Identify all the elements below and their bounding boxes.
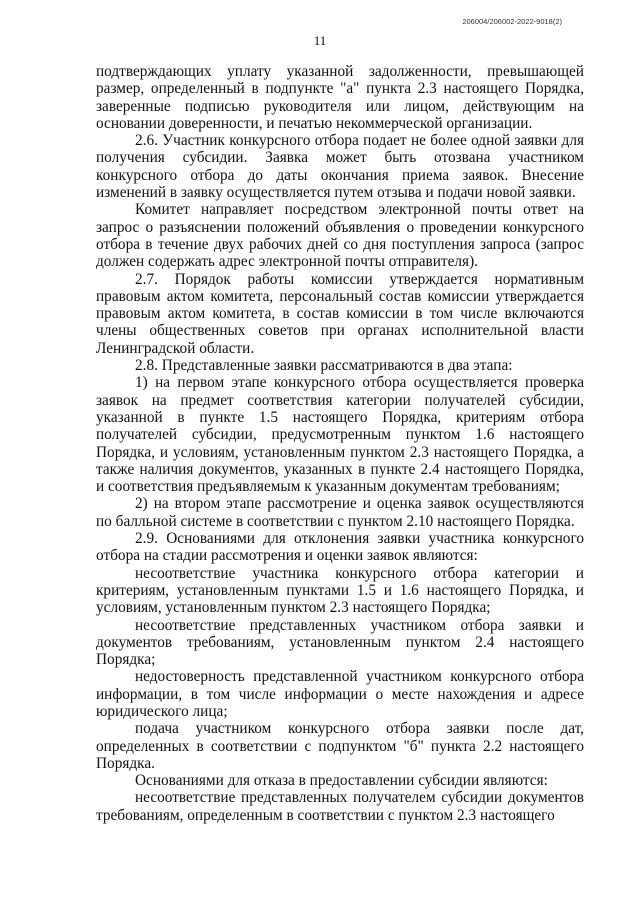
paragraph: Комитет направляет посредством электронной почты ответ на запрос о разъяснении положений объявления о проведении конкурсного отбора в течение двух рабочих дней со дня поступления запроса (запрос должен содержать адрес электронной почты отправителя). — [96, 201, 584, 271]
paragraph: 2.9. Основаниями для отклонения заявки участника конкурсного отбора на стадии рассмотрения и оценки заявок являются: — [96, 530, 584, 565]
paragraph: несоответствие представленных участником отбора заявки и документов требованиям, установленным пунктом 2.4 настоящего Порядка; — [96, 616, 584, 669]
paragraph: недостоверность представленной участником конкурсного отбора информации, в том числе информации о месте нахождения и адресе юридического лица; — [96, 668, 584, 720]
page-number: 11 — [313, 33, 327, 48]
document-code: 206004/206002-2022-9018(2) — [462, 17, 562, 26]
paragraph: несоответствие представленных получателем субсидии документов требованиям, определенным в соответствии с пунктом 2.3 настоящего — [96, 789, 584, 824]
paragraph: 2.7. Порядок работы комиссии утверждается нормативным правовым актом комитета, персональный состав комиссии утверждается правовым актом комитета, в состав комиссии в том числе включаются члены общественных советов при органах исполнительной власти Ленинградской области. — [96, 270, 584, 357]
document-body — [96, 63, 584, 824]
paragraph: 2.8. Представленные заявки рассматриваются в два этапа: — [135, 357, 513, 375]
paragraph: подача участником конкурсного отбора заявки после дат, определенных в соответствии с подпунктом "б" пункта 2.2 настоящего Порядка. — [96, 720, 584, 772]
paragraph: 2.6. Участник конкурсного отбора подает не более одной заявки для получения субсидии. Заявка может быть отозвана участником конкурсного отбора до даты окончания приема заявок. Внесение изменений в заявку осуществляется путем отзыва и подачи новой заявки. — [96, 132, 584, 202]
paragraph: Основаниями для отказа в предоставлении субсидии являются: — [135, 772, 548, 790]
paragraph: подтверждающих уплату указанной задолженности, превышающей размер, определенный в подпункте "а" пункта 2.3 настоящего Порядка, заверенные подписью руководителя или лицом, действующим на основании доверенности, и печатью некоммерческой организации. — [96, 63, 584, 132]
paragraph: несоответствие участника конкурсного отбора категории и критериям, установленным пунктами 1.5 и 1.6 настоящего Порядка, и условиям, установленным пунктом 2.3 настоящего Порядка; — [96, 564, 584, 617]
paragraph: 1) на первом этапе конкурсного отбора осуществляется проверка заявок на предмет соответствия категории получателей субсидии, указанной в пункте 1.5 настоящего Порядка, критериям отбора получателей субсидии, предусмотренным пунктом 1.6 настоящего Порядка, и условиям, установленным пунктом 2.3 настоящего Порядка, а также наличия документов, указанных в пункте 2.4 настоящего Порядка, и соответствия предъявляемым к указанным документам требованиям; — [96, 374, 584, 496]
paragraph: 2) на втором этапе рассмотрение и оценка заявок осуществляются по балльной системе в соответствии с пунктом 2.10 настоящего Порядка. — [96, 495, 584, 530]
